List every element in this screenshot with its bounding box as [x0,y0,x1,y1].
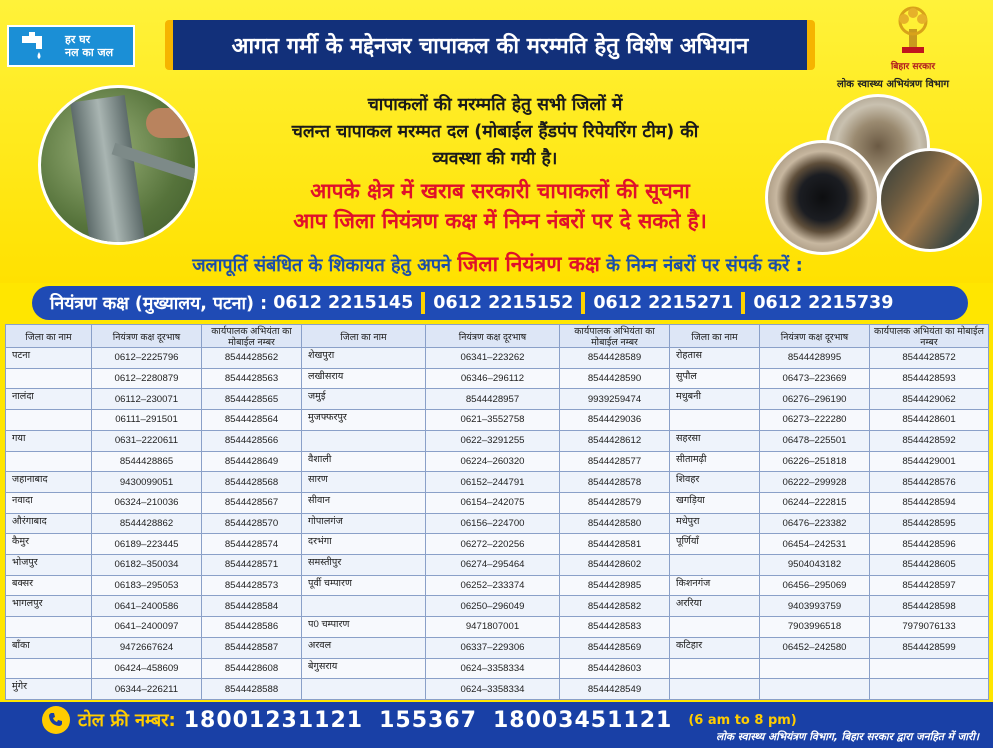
engineer-mobile: 8544428590 [560,368,670,389]
table-row [6,534,989,555]
district-name: समस्तीपुर [302,555,426,576]
engineer-mobile: 8544428586 [202,617,302,638]
district-name: कैमुर [6,534,92,555]
engineer-mobile [870,679,989,700]
toll-free-hours: (6 am to 8 pm) [688,712,797,728]
engineer-mobile: 8544428576 [870,472,989,493]
control-phone: 8544428862 [92,513,202,534]
district-name: मुंगेर [6,679,92,700]
control-phone: 9430099051 [92,472,202,493]
district-name: रोहतास [670,348,760,369]
toll-free-number: 18001231121 [183,707,364,733]
control-phone: 06344–226211 [92,679,202,700]
control-phone: 0641–2400586 [92,596,202,617]
control-phone: 7903996518 [760,617,870,638]
table-row [6,575,989,596]
department-label: लोक स्वास्थ्य अभियंत्रण विभाग [836,79,950,90]
control-phone: 06183–295053 [92,575,202,596]
engineer-mobile: 8544428601 [870,410,989,431]
control-phone-header: नियंत्रण कक्ष दूरभाष [92,325,202,348]
table-row [6,617,989,638]
control-phone: 0621–3552758 [426,410,560,431]
control-phone: 06476–223382 [760,513,870,534]
report-line1: आपके क्षेत्र में खराब सरकारी चापाकलों की सूचना [310,179,690,203]
report-line2: आप जिला नियंत्रण कक्ष में निम्न नंबरों पर दे सकते है। [293,209,707,233]
control-phone: 06473–223669 [760,368,870,389]
control-phone: 06182–350034 [92,555,202,576]
engineer-mobile: 8544428587 [202,637,302,658]
district-name: शिवहर [670,472,760,493]
control-phone: 06112–230071 [92,389,202,410]
control-phone: 06189–223445 [92,534,202,555]
control-phone: 8544428865 [92,451,202,472]
engineer-mobile: 8544428603 [560,658,670,679]
handpump-photo [38,85,198,245]
district-name [670,617,760,638]
control-phone: 06252–233374 [426,575,560,596]
control-phone: 06273–222280 [760,410,870,431]
district-name: जहानाबाद [6,472,92,493]
control-phone: 06276–296190 [760,389,870,410]
district-name: औरंगाबाद [6,513,92,534]
engineer-mobile: 8544428549 [560,679,670,700]
district-name: नालंदा [6,389,92,410]
footer-note: लोक स्वास्थ्य अभियंत्रण विभाग, बिहार सरकार द्वारा जनहित में जारी। [716,731,979,743]
separator [421,292,425,314]
engineer-mobile [870,658,989,679]
district-name: वैशाली [302,451,426,472]
toll-free-label: टोल फ्री नम्बर: [78,710,176,731]
control-phone: 9504043182 [760,555,870,576]
control-phone: 9403993759 [760,596,870,617]
phone-icon [42,706,70,734]
district-name [670,555,760,576]
district-name: मधेपुरा [670,513,760,534]
district-name: बेगुसराय [302,658,426,679]
engineer-mobile: 7979076133 [870,617,989,638]
banner-title: आगत गर्मी के मद्देनजर चापाकल की मरम्मति हेतु विशेष अभियान [231,34,749,59]
district-name: भागलपुर [6,596,92,617]
district-name [302,679,426,700]
engineer-mobile: 8544428562 [202,348,302,369]
district-name: दरभंगा [302,534,426,555]
district-name: सारण [302,472,426,493]
engineer-mobile: 8544428572 [870,348,989,369]
control-phone: 06424–458609 [92,658,202,679]
district-name: मधुबनी [670,389,760,410]
control-phone: 0624–3358334 [426,658,560,679]
district-name [6,410,92,431]
district-name: मुजफ्फरपुर [302,410,426,431]
table-row [6,389,989,410]
district-name: कटिहार [670,637,760,658]
engineer-mobile: 8544428605 [870,555,989,576]
govt-label: बिहार सरकार [890,62,936,72]
district-name: प0 चम्पारण [302,617,426,638]
separator [741,292,745,314]
table-row [6,348,989,369]
control-phone: 0622–3291255 [426,430,560,451]
control-phone: 9472667624 [92,637,202,658]
bihar-emblem [836,5,973,90]
district-name: गोपालगंज [302,513,426,534]
engineer-mobile: 8544428608 [202,658,302,679]
engineer-mobile: 8544428564 [202,410,302,431]
complaint-heading [10,250,985,278]
control-phone: 06154–242075 [426,492,560,513]
engineer-mobile: 8544428566 [202,430,302,451]
district-header: जिला का नाम [670,325,760,348]
engineer-mobile: 9939259474 [560,389,670,410]
control-phone: 8544428995 [760,348,870,369]
district-name: भोजपुर [6,555,92,576]
district-name: खगड़िया [670,492,760,513]
district-header: जिला का नाम [302,325,426,348]
engineer-mobile: 8544428581 [560,534,670,555]
table-row [6,596,989,617]
engineer-mobile: 8544428583 [560,617,670,638]
title-banner [165,20,815,70]
control-phone: 06337–229306 [426,637,560,658]
district-name: पटना [6,348,92,369]
logo-line2: नल का जल [65,46,114,59]
control-phone-header: नियंत्रण कक्ष दूरभाष [760,325,870,348]
engineer-mobile: 8544428574 [202,534,302,555]
control-room-number: 0612 2215145 [273,293,414,313]
table-row [6,430,989,451]
engineer-mobile: 8544428612 [560,430,670,451]
control-phone: 06324–210036 [92,492,202,513]
district-name: सीवान [302,492,426,513]
engineer-mobile: 8544429001 [870,451,989,472]
control-phone: 06454–242531 [760,534,870,555]
engineer-mobile: 8544428593 [870,368,989,389]
engineer-mobile: 8544428602 [560,555,670,576]
table-row [6,679,989,700]
control-phone: 0612–2280879 [92,368,202,389]
district-name: पूर्णियाँ [670,534,760,555]
district-name: अरवल [302,637,426,658]
district-name [670,658,760,679]
control-phone: 06250–296049 [426,596,560,617]
engineer-mobile: 8544428569 [560,637,670,658]
control-phone: 0631–2220611 [92,430,202,451]
district-name: गया [6,430,92,451]
district-contacts-table [5,324,988,700]
table-header-row [6,325,989,348]
district-name [6,368,92,389]
info-message [205,92,785,173]
control-phone [760,679,870,700]
engineer-mobile: 8544428598 [870,596,989,617]
message-line1: चापाकलों की मरम्मति हेतु सभी जिलों में [367,95,623,115]
table-row [6,451,989,472]
engineer-mobile-header: कार्यपालक अभियंता का मोबाईल नम्बर [202,325,302,348]
district-name: शेखपुरा [302,348,426,369]
bodhi-tree-emblem-icon [888,5,938,55]
complaint-post: के निम्न नंबरों पर संपर्क करें : [606,255,803,276]
engineer-mobile: 8544428571 [202,555,302,576]
toll-free-number: 155367 [379,707,477,733]
message-line3: व्यवस्था की गयी है। [432,149,558,169]
engineer-mobile: 8544428595 [870,513,989,534]
engineer-mobile: 8544428579 [560,492,670,513]
district-name: सुपौल [670,368,760,389]
district-name: बाँका [6,637,92,658]
control-phone: 06222–299928 [760,472,870,493]
separator [581,292,585,314]
district-name: पूर्वी चम्पारण [302,575,426,596]
district-name [670,410,760,431]
control-phone: 06456–295069 [760,575,870,596]
engineer-mobile: 8544428594 [870,492,989,513]
engineer-mobile: 8544428592 [870,430,989,451]
engineer-mobile: 8544429036 [560,410,670,431]
toll-free-number: 18003451121 [492,707,673,733]
district-name: बक्सर [6,575,92,596]
engineer-mobile: 8544428565 [202,389,302,410]
table-row [6,637,989,658]
engineer-mobile: 8544428563 [202,368,302,389]
control-phone: 06478–225501 [760,430,870,451]
district-name: सीतामढ़ी [670,451,760,472]
control-phone: 06346–296112 [426,368,560,389]
district-name [302,430,426,451]
engineer-mobile: 8544428597 [870,575,989,596]
engineer-mobile: 8544428985 [560,575,670,596]
table-row [6,492,989,513]
control-room-number: 0612 2215739 [753,293,894,313]
control-phone: 06452–242580 [760,637,870,658]
control-phone: 06341–223262 [426,348,560,369]
engineer-mobile: 8544428580 [560,513,670,534]
control-phone: 06244–222815 [760,492,870,513]
district-name [6,658,92,679]
table-row [6,410,989,431]
engineer-mobile: 8544428573 [202,575,302,596]
control-room-number: 0612 2215271 [593,293,734,313]
logo-line1: हर घर [65,33,91,46]
report-message [205,176,795,236]
pipe-photo-3 [878,148,982,252]
control-room-label: नियंत्रण कक्ष (मुख्यालय, पटना) : [50,294,268,314]
engineer-mobile: 8544428568 [202,472,302,493]
engineer-mobile: 8544428588 [202,679,302,700]
table-row [6,658,989,679]
district-name: नवादा [6,492,92,513]
engineer-mobile: 8544428577 [560,451,670,472]
control-phone: 06111–291501 [92,410,202,431]
district-name [6,617,92,638]
table-row [6,555,989,576]
engineer-mobile: 8544428649 [202,451,302,472]
control-room-number: 0612 2215152 [433,293,574,313]
district-name: जमुई [302,389,426,410]
control-phone: 06272–220256 [426,534,560,555]
table-row [6,472,989,493]
control-phone [760,658,870,679]
message-line2: चलन्त चापाकल मरम्मत दल (मोबाईल हैंडपंप रिपेयरिंग टीम) की [291,122,699,142]
water-tap-icon [9,27,61,65]
table-row [6,513,989,534]
district-name [6,451,92,472]
table-row [6,368,989,389]
control-room-bar [32,286,968,320]
engineer-mobile: 8544428567 [202,492,302,513]
control-phone-header: नियंत्रण कक्ष दूरभाष [426,325,560,348]
control-phone: 0612–2225796 [92,348,202,369]
control-phone: 06224–260320 [426,451,560,472]
control-phone: 06226–251818 [760,451,870,472]
control-phone: 06152–244791 [426,472,560,493]
engineer-mobile: 8544428589 [560,348,670,369]
engineer-mobile: 8544428599 [870,637,989,658]
district-name [302,596,426,617]
control-phone: 8544428957 [426,389,560,410]
engineer-mobile: 8544428578 [560,472,670,493]
district-name: किशनगंज [670,575,760,596]
control-phone: 0624–3358334 [426,679,560,700]
district-name: सहरसा [670,430,760,451]
har-ghar-nal-logo [7,25,135,67]
district-name [670,679,760,700]
engineer-mobile: 8544429062 [870,389,989,410]
complaint-pre: जलापूर्ति संबंधित के शिकायत हेतु अपने [192,255,452,276]
control-phone: 9471807001 [426,617,560,638]
district-name: अररिया [670,596,760,617]
engineer-mobile-header: कार्यपालक अभियंता का मोबाईल नम्बर [560,325,670,348]
control-phone: 06156–224700 [426,513,560,534]
engineer-mobile: 8544428582 [560,596,670,617]
engineer-mobile-header: कार्यपालक अभियंता का मोबाईल नम्बर [870,325,989,348]
engineer-mobile: 8544428570 [202,513,302,534]
control-phone: 06274–295464 [426,555,560,576]
district-header: जिला का नाम [6,325,92,348]
engineer-mobile: 8544428584 [202,596,302,617]
complaint-highlight: जिला नियंत्रण कक्ष [457,252,600,276]
engineer-mobile: 8544428596 [870,534,989,555]
control-phone: 0641–2400097 [92,617,202,638]
district-name: लखीसराय [302,368,426,389]
